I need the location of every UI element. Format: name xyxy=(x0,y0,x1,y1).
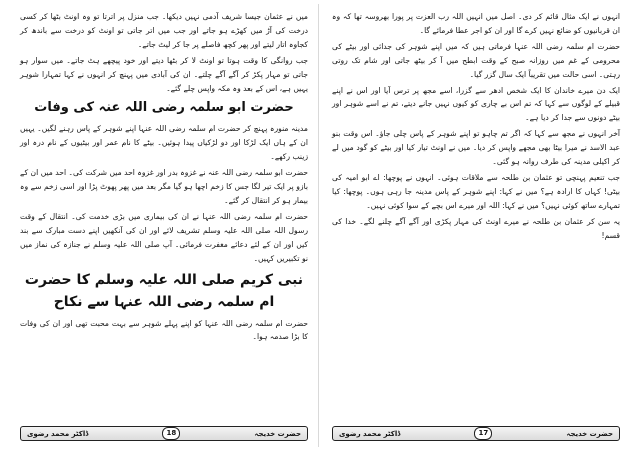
page-gutter xyxy=(318,4,319,447)
paragraph: جب تنعیم پہنچی تو عثمان بن طلحہ سے ملاقات ہوئی۔ انہوں نے پوچھا: اے ابو امیہ کی بیٹی! کہاں کا ارادہ ہے؟ میں نے کہا: اپنے شوہر کے پاس مدینہ جا رہی ہوں۔ پوچھا: کیا تمہارے ساتھ کوئی نہیں؟ میں نے کہا: اللہ اور میرے اس بچے کے سوا کوئی نہیں۔ xyxy=(332,172,620,210)
right-page xyxy=(326,6,626,445)
paragraph: انہوں نے ایک مثال قائم کر دی۔ اصل میں انہیں اللہ رب العزت پر پورا بھروسہ تھا کہ وہ ان قربانیوں کو ضائع نہیں کرے گا اور ان کو اجر عطا فرمائے گا۔ xyxy=(332,12,620,35)
section-heading: حضرت ابو سلمہ رضی اللہ عنہ کی وفات xyxy=(34,100,294,116)
footer-title: حضرت خدیجہ xyxy=(566,429,613,438)
paragraph: جب روانگی کا وقت ہوتا تو اونٹ لا کر بٹھا دیتے اور خود پیچھے ہٹ جاتے۔ میں سوار ہو جاتی تو مہار پکڑ کر آگے آگے چلتے۔ ان کی آبادی میں پہنچ کر انہوں نے کہا تمہارا شوہر یہیں ہے، اس کے بعد وہ مکہ واپس چلے گئے۔ xyxy=(20,55,308,93)
footer-title: حضرت خدیجہ xyxy=(254,429,301,438)
paragraph: یہ سن کر عثمان بن طلحہ نے میرے اونٹ کی مہار پکڑی اور آگے آگے چلنے لگے۔ خدا کی قسم! xyxy=(332,216,620,240)
page-number: 18 xyxy=(162,427,180,440)
paragraph: میں نے عثمان جیسا شریف آدمی نہیں دیکھا۔ جب منزل پر اترتا تو وہ اونٹ بٹھا کر کسی درخت کی آڑ میں کھڑے ہو جاتے اور جب میں اتر جاتی تو اونٹ کو درخت سے باندھ کر کجاوہ اتار لیتے اور پھر کچھ فاصلے پر جا کر لیٹ جاتے۔ xyxy=(20,12,308,49)
left-page-body xyxy=(14,6,314,414)
page-number: 17 xyxy=(474,427,492,440)
paragraph: مدینہ منورہ پہنچ کر حضرت ام سلمہ رضی اللہ عنہا اپنے شوہر کے پاس رہنے لگیں۔ یہیں ان کے ہاں ایک لڑکا اور دو لڑکیاں پیدا ہوئیں۔ بیٹے کا نام عمر اور بیٹیوں کے نام درہ اور زینب رکھے۔ xyxy=(20,124,308,162)
paragraph: حضرت ام سلمہ رضی اللہ عنہا کو اپنے پہلے شوہر سے بہت محبت تھی اور ان کی وفات کا بڑا صدمہ ہوا۔ xyxy=(20,318,308,342)
paragraph: ایک دن میرے خاندان کا ایک شخص ادھر سے گزرا، اسے مجھ پر ترس آیا اور اس نے اپنے قبیلے کے لوگوں سے کہا کہ تم اس بے چاری کو کیوں نہیں جانے دیتے، تم نے اسے شوہر اور بیٹے دونوں سے جدا کر دیا ہے۔ xyxy=(332,85,620,123)
paragraph: حضرت ام سلمہ رضی اللہ عنہا فرماتی ہیں کہ میں اپنے شوہر کی جدائی اور بیٹے کی محرومی کے غم میں روزانہ صبح کے وقت ابطح میں آ کر بیٹھ جاتی اور شام تک روتی رہتی۔ اسی حالت میں تقریباً ایک سال گزر گیا۔ xyxy=(332,41,620,79)
left-page xyxy=(14,6,314,445)
paragraph: حضرت ام سلمہ رضی اللہ عنہا نے ان کی بیماری میں بڑی خدمت کی۔ انتقال کے وقت رسول اللہ صلی اللہ علیہ وسلم تشریف لائے اور ان کی آنکھیں اپنے دست مبارک سے بند کیں اور ان کے لئے دعائے مغفرت فرمائی۔ آپ صلی اللہ علیہ وسلم نے جنازہ کی نماز میں نو تکبیریں کہیں۔ xyxy=(20,211,308,263)
right-page-body xyxy=(326,6,626,414)
page-footer xyxy=(332,426,620,441)
footer-author: ڈاکٹر محمد رضوی xyxy=(339,429,401,438)
page-footer xyxy=(20,426,308,441)
paragraph: آخر انہوں نے مجھ سے کہا کہ اگر تم چاہو تو اپنے شوہر کے پاس چلی جاؤ۔ اس وقت بنو عبد الاسد نے میرا بیٹا بھی مجھے واپس کر دیا۔ میں نے اونٹ تیار کیا اور بیٹے کو گود میں لے کر اکیلی مدینہ کی طرف روانہ ہو گئی۔ xyxy=(332,129,620,167)
section-heading: نبی کریم صلی اللہ علیہ وسلم کا حضرت ام سلمہ رضی اللہ عنہا سے نکاح xyxy=(24,271,304,310)
paragraph: حضرت ابو سلمہ رضی اللہ عنہ نے غزوہ بدر اور غزوہ احد میں شرکت کی۔ احد میں ان کے بازو پر ایک تیر لگا جس کا زخم اچھا ہو گیا مگر بعد میں پھر پھوٹ پڑا اور اسی زخم سے وہ بیمار ہو کر انتقال کر گئے۔ xyxy=(20,168,308,205)
footer-author: ڈاکٹر محمد رضوی xyxy=(27,429,89,438)
